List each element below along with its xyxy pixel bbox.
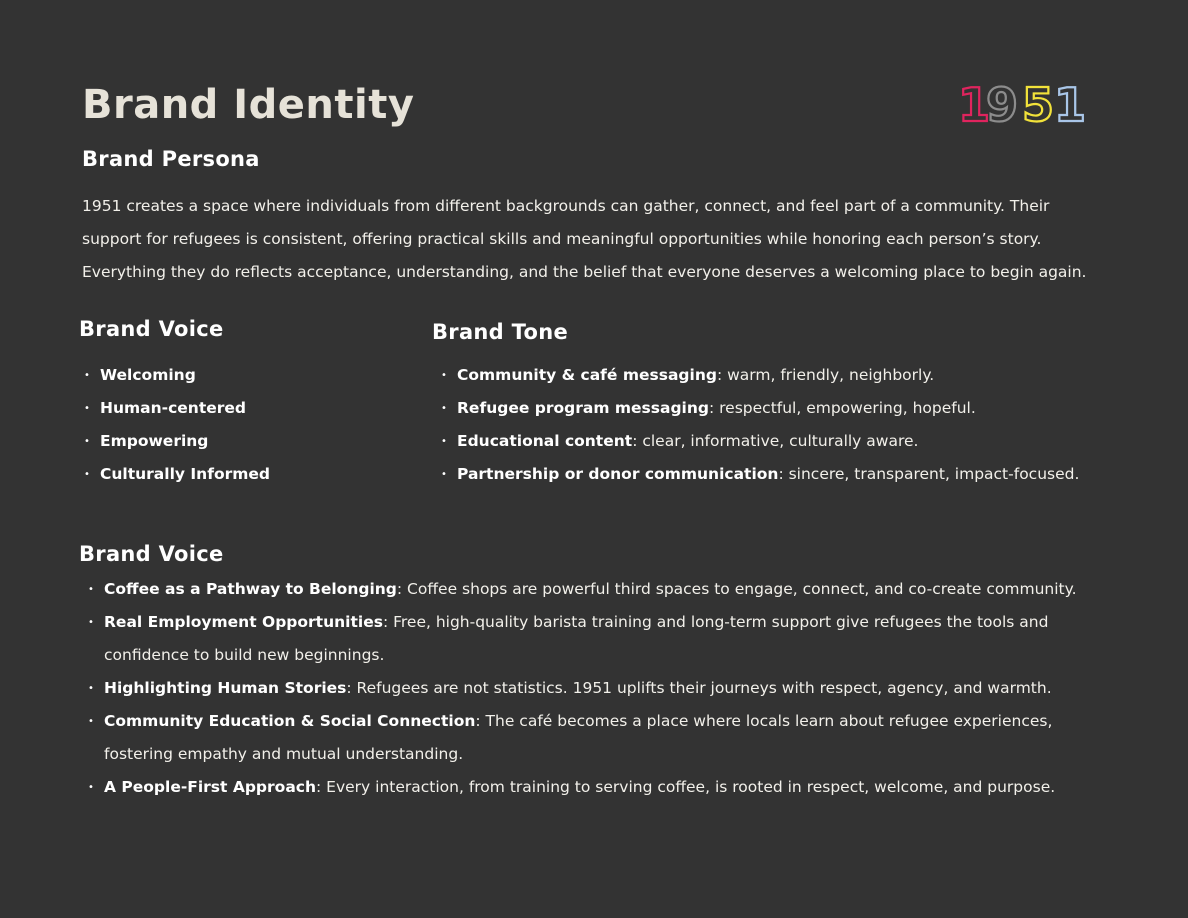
list-item: [84, 705, 1109, 771]
tone-item-text: : warm, friendly, neighborly.: [716, 366, 935, 384]
list-item: [84, 573, 1109, 606]
brand-voice-list: [80, 359, 410, 491]
voice-item-label: Culturally Informed: [100, 465, 270, 483]
list-item: [437, 458, 1137, 491]
logo-digit-1: 1: [958, 78, 991, 132]
list-item: [84, 606, 1109, 672]
brand-logo: [958, 78, 1087, 132]
list-item: [437, 392, 1137, 425]
brand-voice-heading: Brand Voice: [79, 317, 224, 341]
logo-digit-5: 5: [1022, 78, 1055, 132]
brand-tone-heading: Brand Tone: [432, 320, 568, 344]
pillar-item-text: : Every interaction, from training to serving coffee, is rooted in respect, welcome, and purpose.: [316, 778, 1056, 796]
list-item: [80, 359, 410, 392]
brand-persona-text: 1951 creates a space where individuals from different backgrounds can gather, connect, and feel part of a community. Their support for refugees is consistent, offering practical skills and meaningful opportunities while honoring each person’s story. Everything they do reflects acceptance, understanding, and the belief that everyone deserves a welcoming place to begin again.: [82, 197, 1087, 281]
pillar-item-label: Real Employment Opportunities: [104, 613, 383, 631]
pillar-item-text: : The café becomes a place where locals learn about refugee experiences, fostering empathy and mutual understanding.: [104, 712, 1053, 763]
list-item: [437, 425, 1137, 458]
pillar-item-label: Community Education & Social Connection: [104, 712, 476, 730]
tone-item-text: : sincere, transparent, impact-focused.: [778, 465, 1080, 483]
brand-persona-heading: Brand Persona: [82, 147, 260, 171]
list-item: [84, 672, 1109, 705]
list-item: [84, 771, 1109, 804]
voice-item-label: Human-centered: [100, 399, 246, 417]
tone-item-label: Community & café messaging: [457, 366, 717, 384]
pillar-item-label: A People-First Approach: [104, 778, 317, 796]
tone-item-text: : respectful, empowering, hopeful.: [709, 399, 976, 417]
list-item: [80, 425, 410, 458]
tone-item-label: Partnership or donor communication: [457, 465, 779, 483]
tone-item-label: Refugee program messaging: [457, 399, 709, 417]
list-item: [437, 359, 1137, 392]
pillar-item-label: Coffee as a Pathway to Belonging: [104, 580, 397, 598]
tone-item-label: Educational content: [457, 432, 633, 450]
pillar-item-text: : Coffee shops are powerful third spaces to engage, connect, and co-create community.: [396, 580, 1077, 598]
voice-item-label: Welcoming: [100, 366, 196, 384]
brand-tone-list: [437, 359, 1137, 491]
list-item: [80, 392, 410, 425]
pillar-item-label: Highlighting Human Stories: [104, 679, 347, 697]
brand-voice-pillars-list: [84, 573, 1109, 804]
page-title: Brand Identity: [82, 82, 415, 128]
voice-item-label: Empowering: [100, 432, 209, 450]
pillar-item-text: : Refugees are not statistics. 1951 uplifts their journeys with respect, agency, and warmth.: [346, 679, 1052, 697]
list-item: [80, 458, 410, 491]
logo-digit-1b: 1: [1054, 78, 1087, 132]
pillar-item-text: : Free, high-quality barista training and long-term support give refugees the tools and confidence to build new beginnings.: [104, 613, 1049, 664]
logo-digit-9: 9: [986, 78, 1019, 132]
tone-item-text: : clear, informative, culturally aware.: [632, 432, 919, 450]
brand-voice-pillars-heading: Brand Voice: [79, 542, 224, 566]
